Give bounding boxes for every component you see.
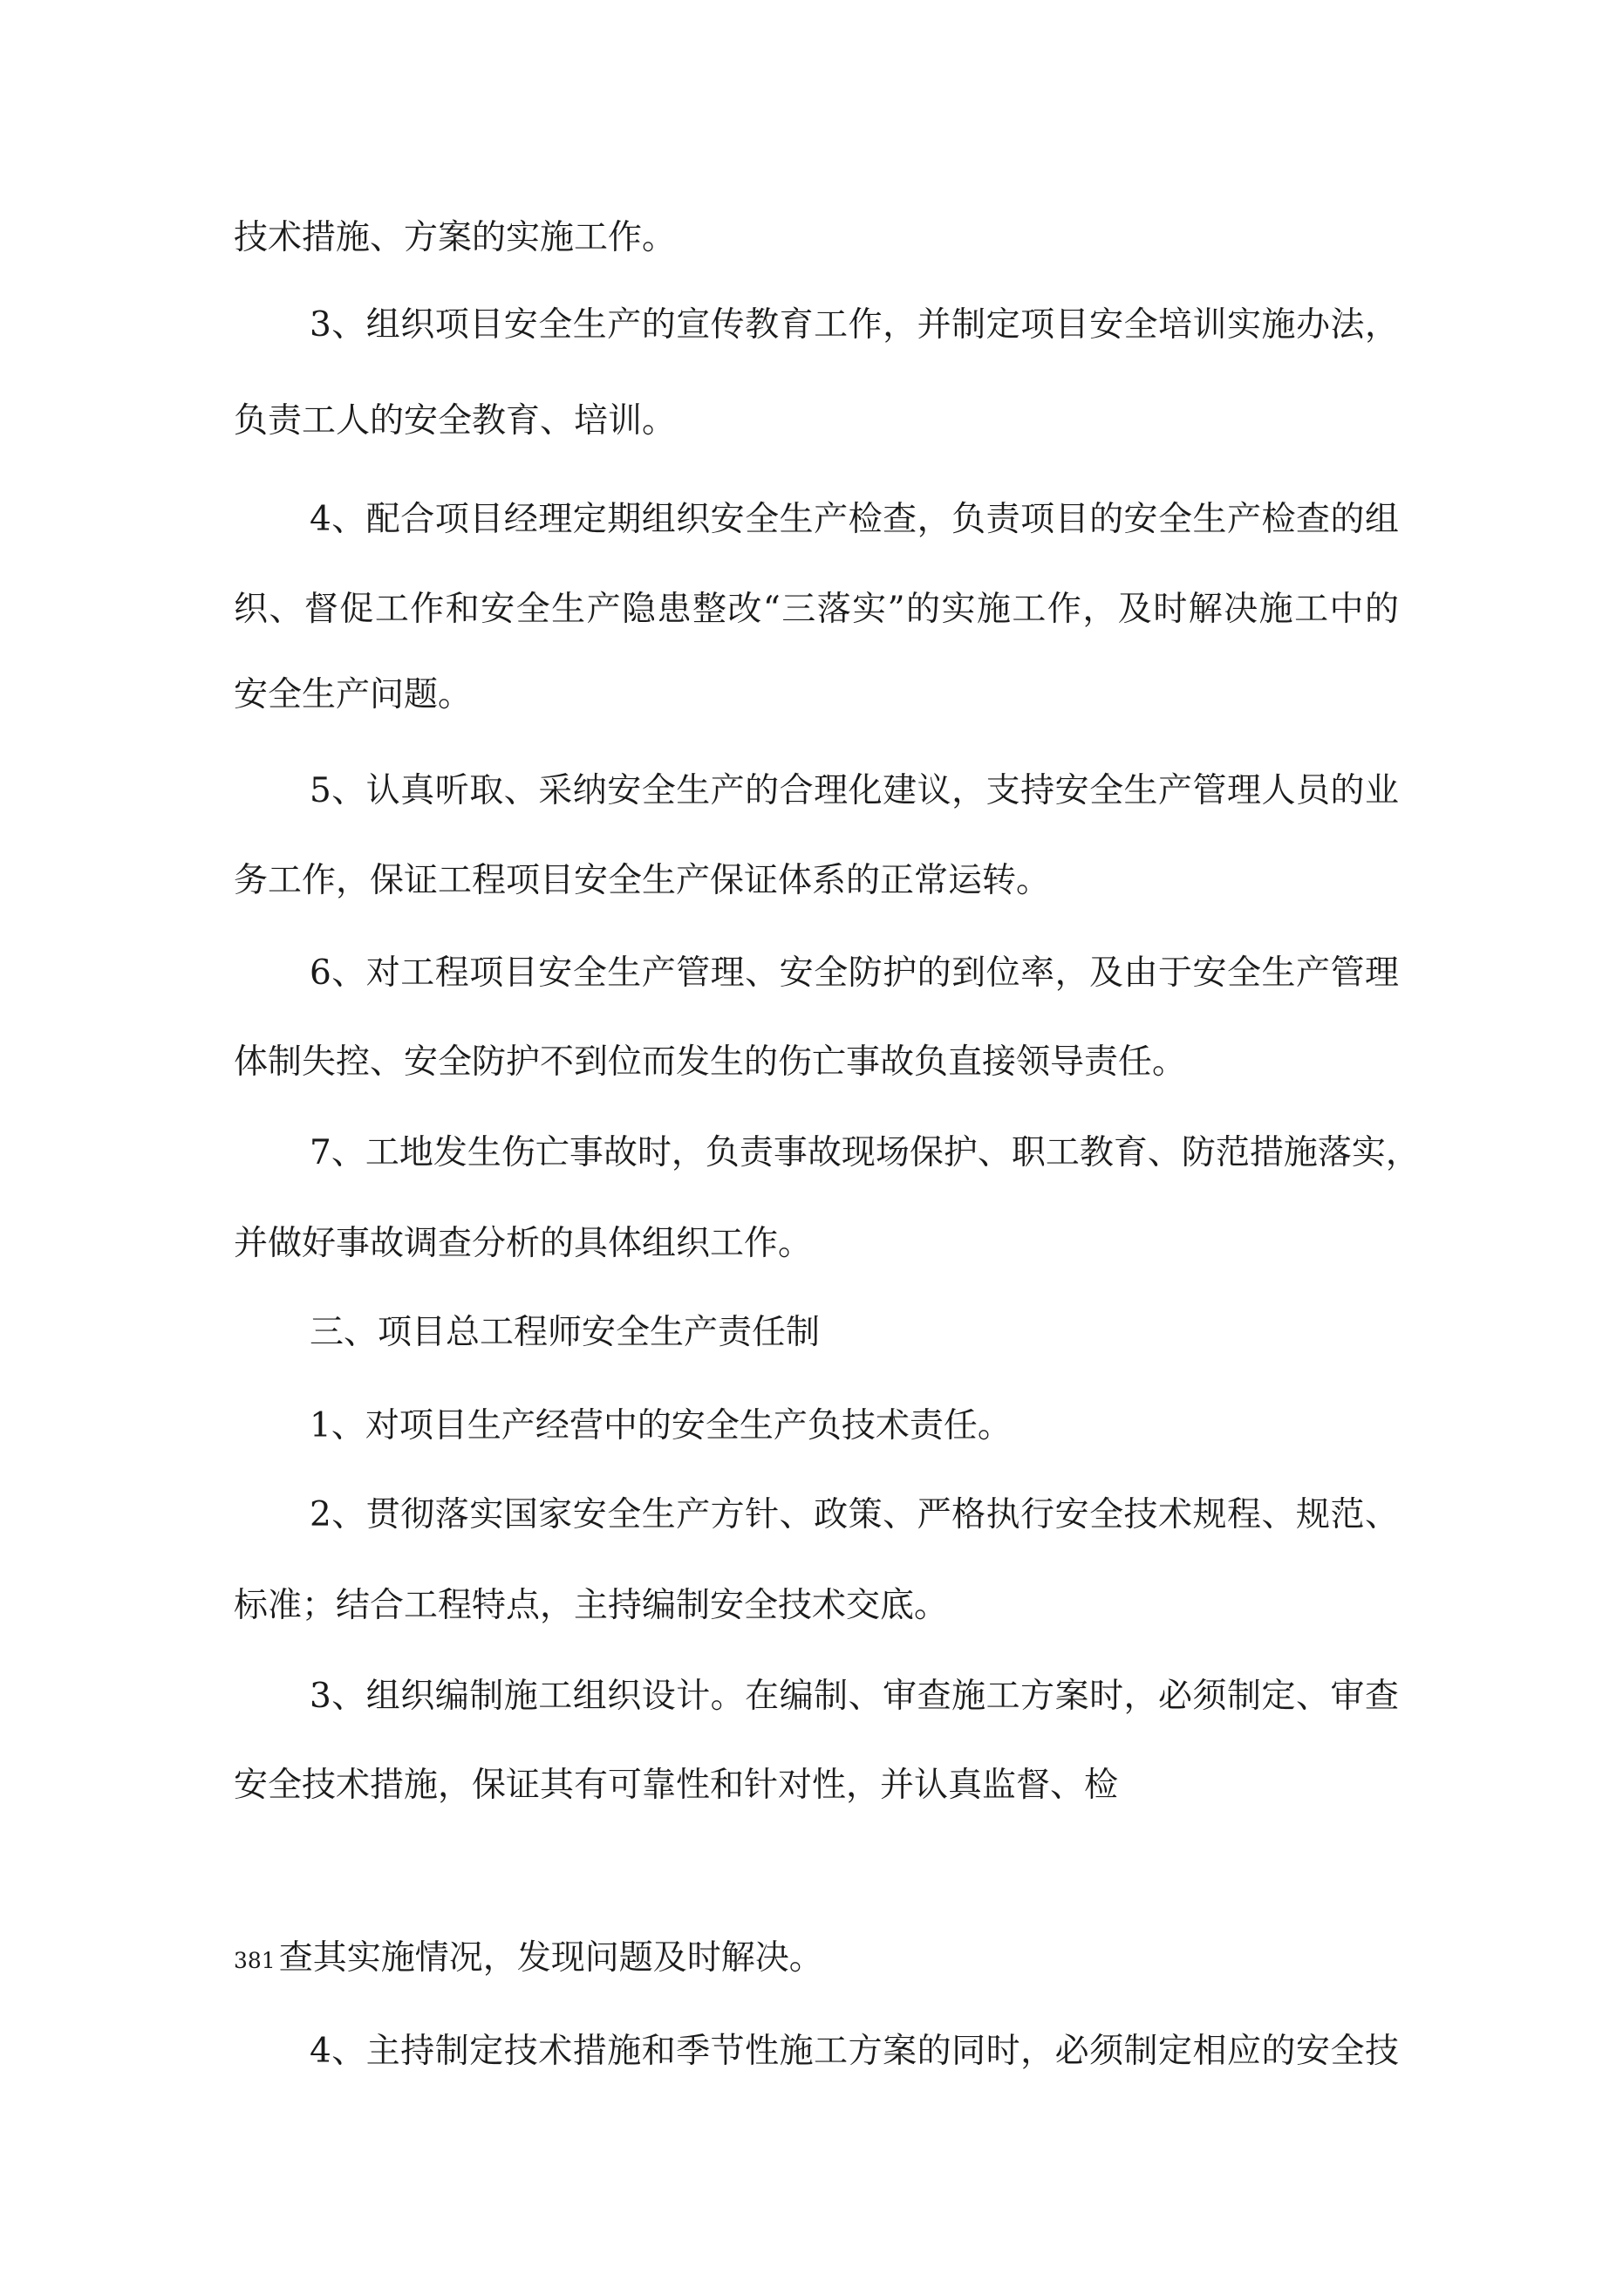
text-line: 4、主持制定技术措施和季节性施工方案的同时，必须制定相应的安全技: [310, 2032, 1399, 2071]
text-line: 查其实施情况，发现问题及时解决。: [278, 1938, 823, 1978]
text-line: 安全生产问题。: [234, 675, 473, 714]
text-line: 务工作，保证工程项目安全生产保证体系的正常运转。: [234, 861, 1051, 900]
text-line: 2、贯彻落实国家安全生产方针、政策、严格执行安全技术规程、规范、: [310, 1495, 1399, 1534]
text-line: 安全技术措施，保证其有可靠性和针对性，并认真监督、检: [234, 1766, 1119, 1805]
section-heading: 三、项目总工程师安全生产责任制: [310, 1313, 821, 1352]
page-number: 381: [234, 1948, 276, 1973]
text-line: 7、工地发生伤亡事故时，负责事故现场保护、职工教育、防范措施落实，: [310, 1133, 1420, 1172]
text-line: 并做好事故调查分析的具体组织工作。: [234, 1224, 813, 1263]
text-line: 标准；结合工程特点，主持编制安全技术交底。: [234, 1586, 949, 1625]
text-line: 3、组织编制施工组织设计。在编制、审查施工方案时，必须制定、审查: [310, 1677, 1399, 1716]
text-line: 负责工人的安全教育、培训。: [234, 401, 677, 441]
page-break-line: [234, 1937, 823, 1983]
text-line: 体制失控、安全防护不到位而发生的伤亡事故负直接领导责任。: [234, 1042, 1187, 1082]
text-line: 1、对项目生产经营中的安全生产负技术责任。: [310, 1406, 1012, 1445]
text-line: 技术措施、方案的实施工作。: [234, 218, 677, 257]
text-line: 3、组织项目安全生产的宣传教育工作，并制定项目安全培训实施办法，: [310, 305, 1399, 345]
text-line: 4、配合项目经理定期组织安全生产检查，负责项目的安全生产检查的组: [310, 500, 1399, 539]
text-line: 6、对工程项目安全生产管理、安全防护的到位率，及由于安全生产管理: [310, 953, 1399, 993]
text-line: 5、认真听取、采纳安全生产的合理化建议，支持安全生产管理人员的业: [310, 771, 1399, 810]
text-line: 织、督促工作和安全生产隐患整改“三落实”的实施工作，及时解决施工中的: [234, 590, 1399, 629]
